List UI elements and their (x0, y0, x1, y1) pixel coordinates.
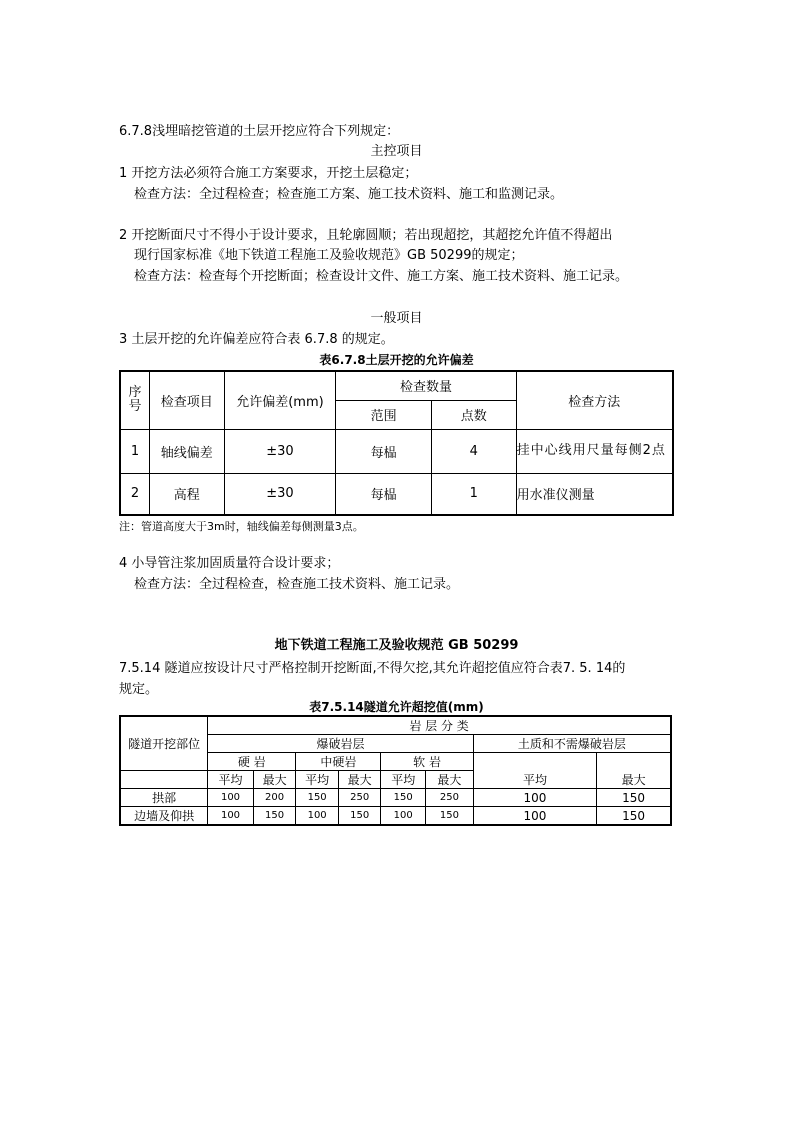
row2-soil-max: 150 (597, 807, 671, 826)
row1-scope: 每榀 (336, 429, 432, 473)
header-med-avg: 平均 (296, 771, 339, 789)
tolerance-table (119, 370, 674, 516)
table2-title: 表7.5.14隧道允许超挖值(mm) (309, 700, 484, 714)
header-part-spacer (120, 771, 208, 789)
row1-tolerance: ±30 (224, 429, 336, 473)
row2-soft-max: 150 (426, 807, 474, 826)
overbreak-table (119, 715, 672, 826)
row2-med-max: 150 (338, 807, 381, 826)
row1-med-max: 250 (338, 789, 381, 807)
header-blast: 爆破岩层 (208, 735, 474, 753)
general-items-title: 一般项目 (370, 311, 423, 326)
row2-hard-avg: 100 (208, 807, 254, 826)
row1-hard-avg: 100 (208, 789, 254, 807)
row1-med-avg: 150 (296, 789, 339, 807)
main-items-title: 主控项目 (370, 144, 423, 159)
header-hard-avg: 平均 (208, 771, 254, 789)
row2-method: 用水准仪测量 (516, 473, 673, 515)
header-medium: 中硬岩 (296, 753, 381, 771)
item2-text-line2: 现行国家标准《地下铁道工程施工及验收规范》GB 50299的规定； (134, 248, 524, 263)
row1-points: 4 (431, 429, 516, 473)
row1-part: 拱部 (120, 789, 208, 807)
table-row (120, 807, 671, 826)
section-heading: 6.7.8浅埋暗挖管道的土层开挖应符合下列规定： (119, 124, 400, 139)
row2-hard-max: 150 (253, 807, 296, 826)
subway-title: 地下铁道工程施工及验收规范 GB 50299 (274, 638, 519, 653)
item2-text-line1: 2 开挖断面尺寸不得小于设计要求，且轮廓圆顺；若出现超挖，其超挖允许值不得超出 (119, 228, 613, 243)
row1-soil-avg: 100 (473, 789, 596, 807)
item3-text: 3 土层开挖的允许偏差应符合表 6.7.8 的规定。 (119, 332, 394, 347)
row2-seq: 2 (120, 473, 149, 515)
item2-check: 检查方法：检查每个开挖断面；检查设计文件、施工方案、施工技术资料、施工记录。 (134, 269, 629, 284)
row1-hard-max: 200 (253, 789, 296, 807)
row1-seq: 1 (120, 429, 149, 473)
header-scope: 范围 (336, 400, 432, 429)
row1-soft-avg: 150 (381, 789, 426, 807)
row2-soft-avg: 100 (381, 807, 426, 826)
header-hard: 硬 岩 (208, 753, 296, 771)
table-row (120, 473, 673, 515)
header-quantity: 检查数量 (336, 371, 516, 400)
item1-check: 检查方法：全过程检查；检查施工方案、施工技术资料、施工和监测记录。 (134, 187, 564, 202)
item1-text: 1 开挖方法必须符合施工方案要求，开挖土层稳定； (119, 166, 418, 181)
table-row (120, 789, 671, 807)
header-item: 检查项目 (149, 371, 224, 429)
row2-tolerance: ±30 (224, 473, 336, 515)
row1-method: 挂中心线用尺量每侧2点 (516, 429, 673, 473)
row2-scope: 每榀 (336, 473, 432, 515)
item4-check: 检查方法：全过程检查，检查施工技术资料、施工记录。 (134, 577, 460, 592)
header-nonblast: 土质和不需爆破岩层 (473, 735, 671, 753)
header-soil-max: 最大 (597, 753, 671, 789)
header-med-max: 最大 (338, 771, 381, 789)
item4-text: 4 小导管注浆加固质量符合设计要求； (119, 556, 340, 571)
subway-clause-line1: 7.5.14 隧道应按设计尺寸严格控制开挖断面,不得欠挖,其允许超挖值应符合表7. 5. 14的 (119, 661, 626, 676)
row1-soft-max: 250 (426, 789, 474, 807)
row2-item: 高程 (149, 473, 224, 515)
header-soft-avg: 平均 (381, 771, 426, 789)
header-points: 点数 (431, 400, 516, 429)
header-rock-class: 岩 层 分 类 (208, 716, 671, 735)
header-soil-avg: 平均 (473, 753, 596, 789)
header-method: 检查方法 (516, 371, 673, 429)
row2-part: 边墙及仰拱 (120, 807, 208, 826)
table1-title: 表6.7.8土层开挖的允许偏差 (319, 353, 474, 367)
header-seq: 序号 (120, 371, 149, 429)
row1-soil-max: 150 (597, 789, 671, 807)
row2-med-avg: 100 (296, 807, 339, 826)
row1-item: 轴线偏差 (149, 429, 224, 473)
header-tolerance: 允许偏差(mm) (224, 371, 336, 429)
header-part: 隧道开挖部位 (120, 716, 208, 771)
table-row (120, 429, 673, 473)
header-soft: 软 岩 (381, 753, 473, 771)
header-hard-max: 最大 (253, 771, 296, 789)
subway-clause-line2: 规定。 (119, 682, 159, 697)
row2-soil-avg: 100 (473, 807, 596, 826)
row2-points: 1 (431, 473, 516, 515)
header-soft-max: 最大 (426, 771, 474, 789)
table1-note: 注：管道高度大于3m时，轴线偏差每侧测量3点。 (119, 520, 364, 533)
